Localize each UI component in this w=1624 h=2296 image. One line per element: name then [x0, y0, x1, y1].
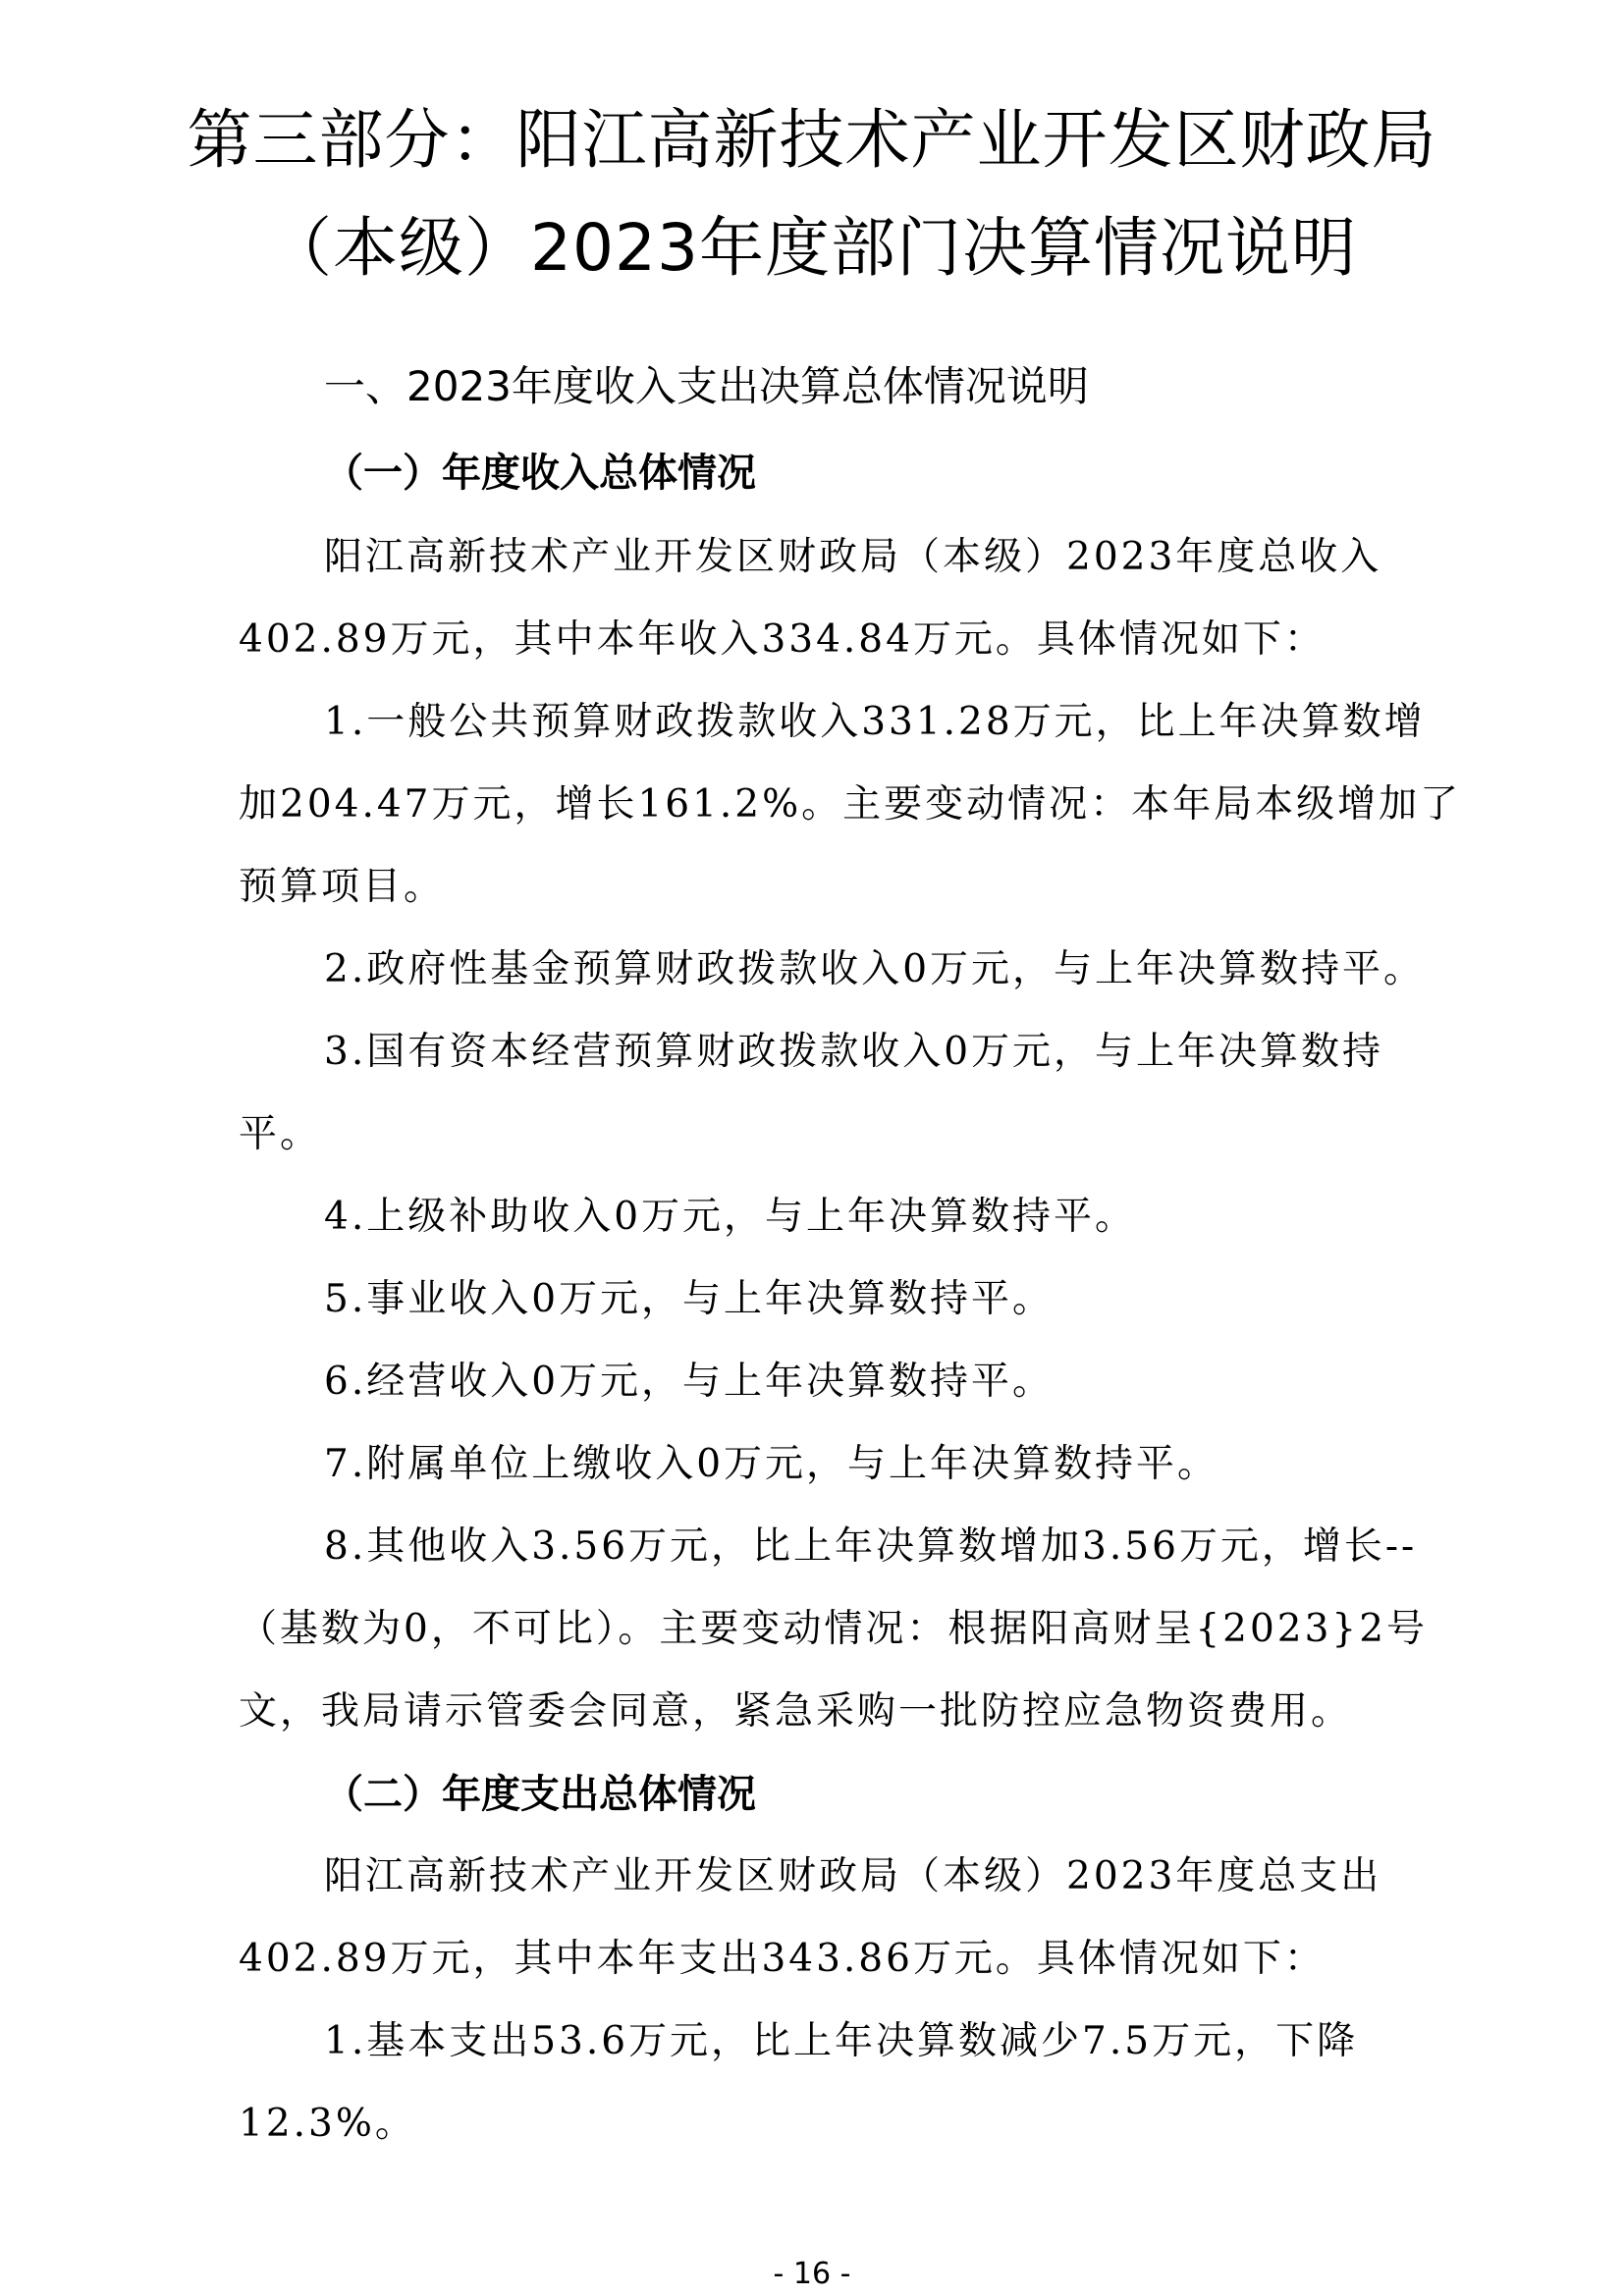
expenditure-item-1-line-2: 12.3%。 — [239, 2102, 416, 2146]
income-item-4: 4.上级补助收入0万元，与上年决算数持平。 — [324, 1195, 1137, 1239]
income-item-5: 5.事业收入0万元，与上年决算数持平。 — [324, 1277, 1055, 1321]
income-item-3-line-2: 平。 — [239, 1112, 322, 1156]
expenditure-intro-line-2: 402.89万元，其中本年支出343.86万元。具体情况如下： — [239, 1937, 1326, 1981]
income-item-1-line-3: 预算项目。 — [239, 865, 446, 909]
expenditure-item-1-line-1: 1.基本支出53.6万元，比上年决算数减少7.5万元，下降 — [324, 2019, 1359, 2063]
section-1-heading: 一、2023年度收入支出决算总体情况说明 — [324, 362, 1089, 410]
income-item-1-line-2: 加204.47万元，增长161.2%。主要变动情况：本年局本级增加了 — [239, 782, 1462, 827]
income-item-1-line-1: 1.一般公共预算财政拨款收入331.28万元，比上年决算数增 — [324, 700, 1426, 744]
expenditure-intro-line-1: 阳江高新技术产业开发区财政局（本级）2023年度总支出 — [324, 1854, 1382, 1898]
page-number: - 16 - — [773, 2257, 851, 2291]
income-heading: （一）年度收入总体情况 — [324, 451, 756, 496]
document-title-line-1: 第三部分：阳江高新技术产业开发区财政局 — [187, 102, 1437, 178]
income-item-8-line-1: 8.其他收入3.56万元，比上年决算数增加3.56万元，增长-- — [324, 1524, 1418, 1569]
income-item-8-line-2: （基数为0，不可比）。主要变动情况：根据阳高财呈{2023}2号 — [239, 1607, 1429, 1651]
income-item-8-line-3: 文，我局请示管委会同意，紧急采购一批防控应急物资费用。 — [239, 1689, 1353, 1734]
income-item-7: 7.附属单位上缴收入0万元，与上年决算数持平。 — [324, 1442, 1219, 1486]
income-intro-line-1: 阳江高新技术产业开发区财政局（本级）2023年度总收入 — [324, 535, 1382, 579]
income-item-2: 2.政府性基金预算财政拨款收入0万元，与上年决算数持平。 — [324, 947, 1426, 991]
income-item-3-line-1: 3.国有资本经营预算财政拨款收入0万元，与上年决算数持 — [324, 1030, 1384, 1074]
document-title-line-2: （本级）2023年度部门决算情况说明 — [267, 210, 1357, 286]
income-item-6: 6.经营收入0万元，与上年决算数持平。 — [324, 1360, 1055, 1404]
expenditure-heading: （二）年度支出总体情况 — [324, 1772, 756, 1817]
income-intro-line-2: 402.89万元，其中本年收入334.84万元。具体情况如下： — [239, 617, 1326, 662]
